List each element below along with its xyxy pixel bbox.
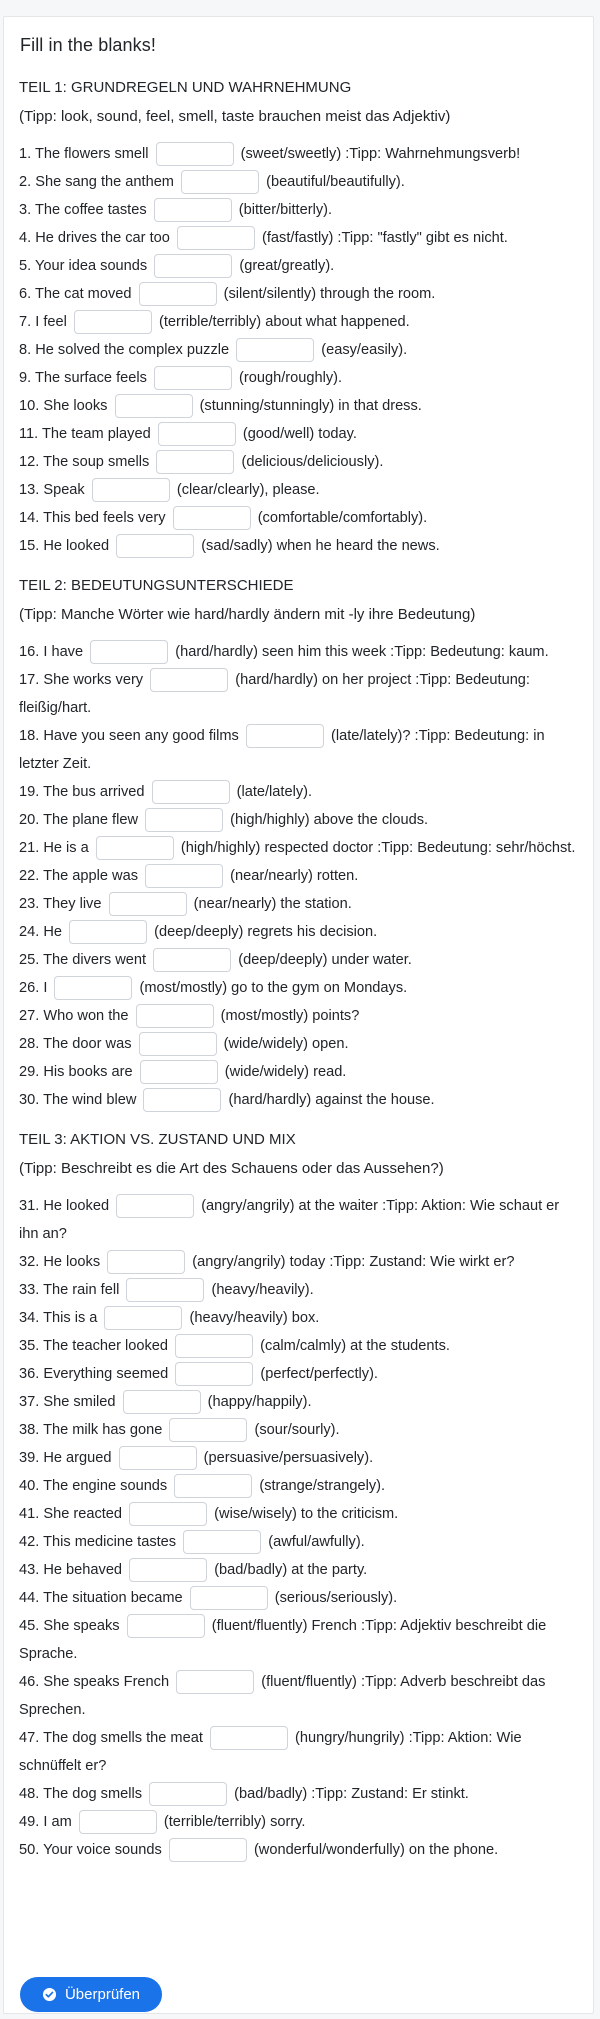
question-hint: (strange/strangely). [259,1478,386,1494]
question-item [19,504,578,532]
question-item [19,420,578,448]
question-hint: (deep/deeply) under water. [238,952,412,968]
question-item [19,252,578,280]
question-hint: (hard/hardly) seen him this week :Tipp: Bedeutung: kaum. [175,644,549,660]
question-item [19,974,578,1002]
question-text: 17. She works very [19,672,144,688]
answer-input[interactable] [109,892,187,916]
question-hint: (terrible/terribly) about what happened. [159,314,410,330]
answer-input[interactable] [169,1418,247,1442]
question-hint: (bitter/bitterly). [238,202,333,218]
question-text: 12. The soup smells [19,454,150,470]
section-heading: TEIL 2: BEDEUTUNGSUNTERSCHIEDE [19,577,294,594]
question-text: 29. His books are [19,1064,133,1080]
question-text: 30. The wind blew [19,1092,137,1108]
question-hint: (perfect/perfectly). [260,1366,378,1382]
question-hint: (heavy/heavily) box. [189,1310,320,1326]
question-hint: (sad/sadly) when he heard the news. [201,538,440,554]
question-hint: (terrible/terribly) sorry. [163,1814,306,1830]
question-item [19,364,578,392]
question-item [19,336,578,364]
answer-input[interactable] [74,310,152,334]
section-heading: TEIL 1: GRUNDREGELN UND WAHRNEHMUNG [19,79,352,96]
answer-input[interactable] [116,1194,194,1218]
answer-input[interactable] [90,640,168,664]
question-text: 8. He solved the complex puzzle [19,342,230,358]
question-text: 13. Speak [19,482,85,498]
answer-input[interactable] [145,864,223,888]
question-hint: (high/highly) above the clouds. [230,812,429,828]
question-text: 23. They live [19,896,102,912]
question-item [19,862,578,890]
question-item [19,778,578,806]
question-text: 2. She sang the anthem [19,174,174,190]
exercise-content [4,17,593,1864]
question-text: 47. The dog smells the meat [19,1730,203,1746]
question-hint: (heavy/heavily). [211,1282,314,1298]
question-hint: (great/greatly). [239,258,335,274]
answer-input[interactable] [54,976,132,1000]
question-text: 37. She smiled [19,1394,116,1410]
question-text: 6. The cat moved [19,286,132,302]
answer-input[interactable] [154,198,232,222]
question-hint: (calm/calmly) at the students. [260,1338,450,1354]
question-hint: (wide/widely) read. [224,1064,347,1080]
question-text: 25. The divers went [19,952,147,968]
question-text: 14. This bed feels very [19,510,166,526]
question-item [19,1248,578,1276]
question-hint: (rough/roughly). [239,370,343,386]
question-item [19,392,578,420]
question-text: 33. The rain fell [19,1282,120,1298]
answer-input[interactable] [139,1032,217,1056]
answer-input[interactable] [150,668,228,692]
question-item [19,1304,578,1332]
question-item [19,308,578,336]
check-circle-icon [42,1987,57,2002]
question-item [19,638,578,666]
question-hint: (fluent/fluently) :Tipp: Adverb beschreibt das Sprechen. [19,1674,546,1718]
answer-input[interactable] [126,1278,204,1302]
answer-input[interactable] [104,1306,182,1330]
question-item [19,1416,578,1444]
question-hint: (most/mostly) go to the gym on Mondays. [139,980,408,996]
answer-input[interactable] [92,478,170,502]
question-text: 35. The teacher looked [19,1338,169,1354]
question-hint: (easy/easily). [321,342,408,358]
answer-input[interactable] [127,1614,205,1638]
question-text: 40. The engine sounds [19,1478,168,1494]
answer-input[interactable] [153,948,231,972]
question-text: 21. He is a [19,840,89,856]
question-hint: (high/highly) respected doctor :Tipp: Bedeutung: sehr/höchst. [180,840,576,856]
answer-input[interactable] [145,808,223,832]
question-item [19,224,578,252]
answer-input[interactable] [136,1004,214,1028]
answer-input[interactable] [156,450,234,474]
question-item [19,1724,578,1780]
question-text: 22. The apple was [19,868,138,884]
exercise-card [3,16,594,2014]
question-hint: (beautiful/beautifully). [266,174,405,190]
question-item [19,1086,578,1114]
question-hint: (silent/silently) through the room. [223,286,436,302]
question-item [19,918,578,946]
answer-input[interactable] [173,506,251,530]
question-text: 4. He drives the car too [19,230,170,246]
question-text: 44. The situation became [19,1590,183,1606]
question-text: 10. She looks [19,398,108,414]
question-text: 41. She reacted [19,1506,123,1522]
question-text: 43. He behaved [19,1562,123,1578]
answer-input[interactable] [174,1474,252,1498]
answer-input[interactable] [116,534,194,558]
answer-input[interactable] [154,366,232,390]
section-tip: (Tipp: Manche Wörter wie hard/hardly ändern mit -ly ihre Bedeutung) [19,606,476,623]
answer-input[interactable] [129,1502,207,1526]
answer-input[interactable] [154,254,232,278]
question-hint: (bad/badly) :Tipp: Zustand: Er stinkt. [234,1786,469,1802]
question-item [19,1668,578,1724]
question-item [19,140,578,168]
answer-input[interactable] [129,1558,207,1582]
check-button[interactable] [20,1977,162,2012]
question-hint: (awful/awfully). [268,1534,365,1550]
question-item [19,806,578,834]
question-text: 38. The milk has gone [19,1422,163,1438]
question-list [19,140,578,560]
check-button-label: Überprüfen [64,1986,141,2003]
question-text: 18. Have you seen any good films [19,728,239,744]
question-text: 19. The bus arrived [19,784,145,800]
question-hint: (stunning/stunningly) in that dress. [199,398,422,414]
question-hint: (bad/badly) at the party. [214,1562,368,1578]
question-item [19,196,578,224]
question-hint: (late/lately). [236,784,313,800]
answer-input[interactable] [79,1810,157,1834]
question-hint: (comfortable/comfortably). [257,510,428,526]
question-text: 15. He looked [19,538,110,554]
question-hint: (wise/wisely) to the criticism. [214,1506,399,1522]
question-list [19,1192,578,1864]
question-hint: (most/mostly) points? [220,1008,360,1024]
question-item [19,1276,578,1304]
answer-input[interactable] [139,282,217,306]
question-item [19,1058,578,1086]
section-heading: TEIL 3: AKTION VS. ZUSTAND UND MIX [19,1131,296,1148]
question-hint: (angry/angrily) at the waiter :Tipp: Aktion: Wie schaut er ihn an? [19,1198,560,1242]
question-text: 48. The dog smells [19,1786,143,1802]
question-item [19,1556,578,1584]
question-text: 31. He looked [19,1198,110,1214]
question-hint: (sour/sourly). [254,1422,340,1438]
question-item [19,448,578,476]
question-text: 36. Everything seemed [19,1366,169,1382]
answer-input[interactable] [149,1782,227,1806]
answer-input[interactable] [181,170,259,194]
question-item [19,1332,578,1360]
question-item [19,1780,578,1808]
question-item [19,476,578,504]
question-item [19,1808,578,1836]
question-hint: (hungry/hungrily) :Tipp: Aktion: Wie schnüffelt er? [19,1730,522,1774]
question-text: 16. I have [19,644,84,660]
question-item [19,722,578,778]
page-title: Fill in the blanks! [20,35,156,55]
question-item [19,1584,578,1612]
question-hint: (clear/clearly), please. [176,482,320,498]
question-text: 28. The door was [19,1036,132,1052]
question-text: 11. The team played [19,426,151,442]
question-hint: (happy/happily). [207,1394,312,1410]
question-item [19,890,578,918]
answer-input[interactable] [69,920,147,944]
question-hint: (fast/fastly) :Tipp: "fastly" gibt es nicht. [262,230,508,246]
answer-input[interactable] [246,724,324,748]
question-text: 1. The flowers smell [19,146,149,162]
question-text: 34. This is a [19,1310,98,1326]
answer-input[interactable] [143,1088,221,1112]
answer-input[interactable] [175,1334,253,1358]
question-hint: (fluent/fluently) French :Tipp: Adjektiv beschreibt die Sprache. [19,1618,547,1662]
question-hint: (deep/deeply) regrets his decision. [154,924,378,940]
question-item [19,1444,578,1472]
answer-input[interactable] [236,338,314,362]
answer-input[interactable] [183,1530,261,1554]
question-text: 27. Who won the [19,1008,129,1024]
question-hint: (delicious/deliciously). [241,454,384,470]
answer-input[interactable] [176,1670,254,1694]
question-item [19,1360,578,1388]
question-hint: (hard/hardly) on her project :Tipp: Bedeutung: fleißig/hart. [19,672,530,716]
answer-input[interactable] [140,1060,218,1084]
question-item [19,1836,578,1864]
question-item [19,666,578,722]
question-text: 46. She speaks French [19,1674,170,1690]
question-text: 20. The plane flew [19,812,138,828]
question-item [19,168,578,196]
question-item [19,946,578,974]
question-item [19,1612,578,1668]
question-hint: (hard/hardly) against the house. [228,1092,435,1108]
question-item [19,1500,578,1528]
question-item [19,1030,578,1058]
question-hint: (serious/seriously). [274,1590,398,1606]
question-item [19,1388,578,1416]
question-item [19,532,578,560]
question-item [19,1192,578,1248]
question-item [19,1002,578,1030]
section-tip: (Tipp: Beschreibt es die Art des Schauens oder das Aussehen?) [19,1160,444,1177]
question-text: 39. He argued [19,1450,112,1466]
question-hint: (near/nearly) rotten. [230,868,359,884]
question-text: 49. I am [19,1814,72,1830]
answer-input[interactable] [158,422,236,446]
question-text: 26. I [19,980,48,996]
answer-input[interactable] [190,1586,268,1610]
question-hint: (persuasive/persuasively). [203,1450,374,1466]
answer-input[interactable] [169,1838,247,1862]
question-list [19,638,578,1114]
answer-input[interactable] [210,1726,288,1750]
question-item [19,280,578,308]
question-hint: (good/well) today. [242,426,357,442]
answer-input[interactable] [115,394,193,418]
question-hint: (angry/angrily) today :Tipp: Zustand: Wie wirkt er? [192,1254,515,1270]
answer-input[interactable] [152,780,230,804]
question-hint: (late/lately)? :Tipp: Bedeutung: in letzter Zeit. [19,728,545,772]
question-item [19,834,578,862]
question-hint: (wonderful/wonderfully) on the phone. [253,1842,499,1858]
question-text: 3. The coffee tastes [19,202,147,218]
section-tip: (Tipp: look, sound, feel, smell, taste brauchen meist das Adjektiv) [19,108,451,125]
answer-input[interactable] [123,1390,201,1414]
answer-input[interactable] [175,1362,253,1386]
question-text: 32. He looks [19,1254,101,1270]
answer-input[interactable] [177,226,255,250]
question-text: 45. She speaks [19,1618,120,1634]
answer-input[interactable] [96,836,174,860]
question-text: 42. This medicine tastes [19,1534,177,1550]
question-text: 9. The surface feels [19,370,147,386]
question-item [19,1528,578,1556]
answer-input[interactable] [119,1446,197,1470]
question-item [19,1472,578,1500]
question-text: 50. Your voice sounds [19,1842,162,1858]
question-hint: (wide/widely) open. [223,1036,349,1052]
answer-input[interactable] [156,142,234,166]
question-hint: (sweet/sweetly) :Tipp: Wahrnehmungsverb! [240,146,521,162]
answer-input[interactable] [107,1250,185,1274]
question-text: 5. Your idea sounds [19,258,148,274]
question-text: 7. I feel [19,314,67,330]
question-text: 24. He [19,924,62,940]
question-hint: (near/nearly) the station. [193,896,352,912]
